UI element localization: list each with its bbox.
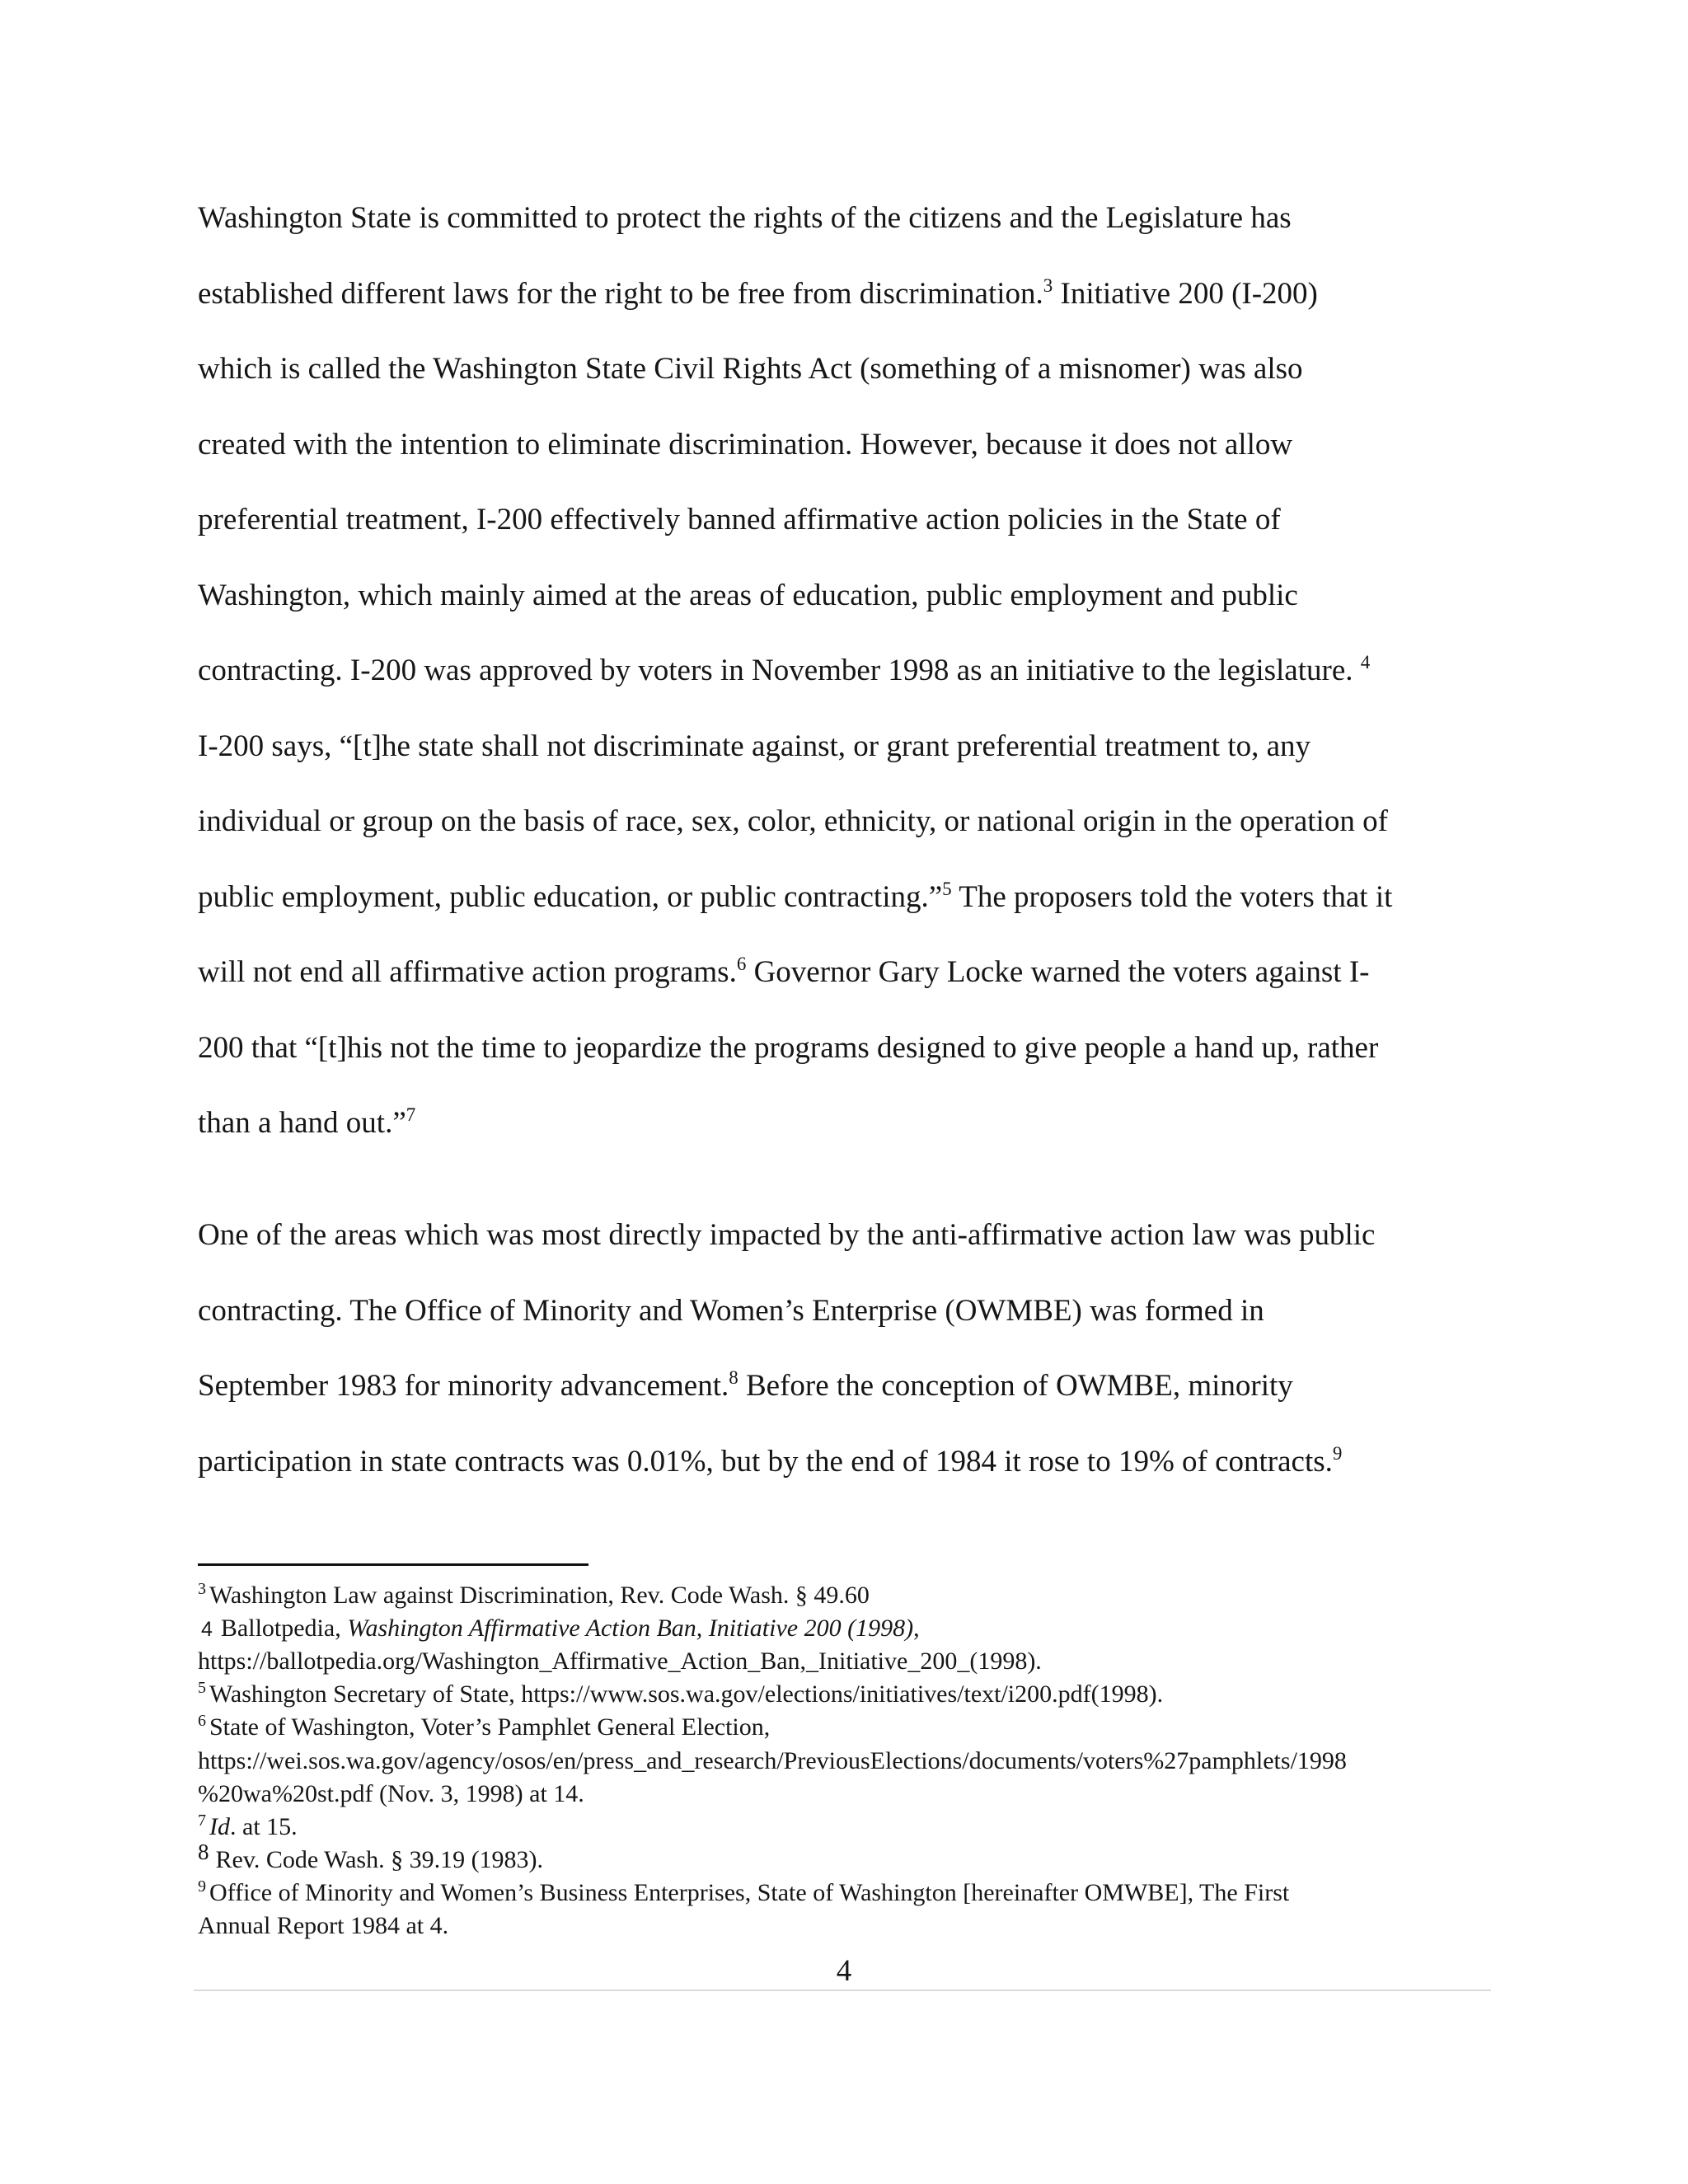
footnote-6-url-cont: %20wa%20st.pdf (Nov. 3, 1998) at 14. [198, 1780, 584, 1807]
text-line: than a hand out.”$^7$ [198, 1104, 416, 1140]
text-line: preferential treatment, I-200 effectively banned affirmative action policies in the State of [198, 503, 1281, 537]
text-line: I-200 says, “[t]he state shall not discriminate against, or grant preferential treatment to, any [198, 729, 1311, 763]
footnote-4: 4 Ballotpedia, Washington Affirmative Action Ban, Initiative 200 (1998), [201, 1615, 920, 1642]
text-line: 200 that “[t]his not the time to jeopardize the programs designed to give people a hand up, rather [198, 1030, 1379, 1065]
footnote-ref-5[interactable]: 5 [942, 878, 952, 899]
footnote-ref-4[interactable]: 4 [1360, 652, 1371, 673]
footnote-mark: 4 [201, 1618, 213, 1641]
text-line: established different laws for the right to be free from discrimination.$^3$ Initiative 200 (I-200) [198, 274, 1318, 311]
text-line: created with the intention to eliminate discrimination. However, because it does not allow [198, 427, 1293, 462]
text-line: will not end all affirmative action programs.$^6$ Governor Gary Locke warned the voters against I- [198, 954, 1370, 989]
footnote-ref-3[interactable]: 3 [1043, 274, 1053, 296]
text-line: participation in state contracts was 0.01%, but by the end of 1984 it rose to 19% of contracts.$^9$ [198, 1442, 1343, 1479]
footnote-mark: 8 [198, 1840, 209, 1864]
footnote-6-url[interactable]: https://wei.sos.wa.gov/agency/osos/en/press_and_research/PreviousElections/documents/voters%27pamphlets/1998 [198, 1747, 1347, 1774]
footnote-mark: 7 [198, 1811, 206, 1830]
text-line: September 1983 for minority advancement.$^8$ Before the conception of OWMBE, minority [198, 1367, 1293, 1403]
footnote-ref-9[interactable]: 9 [1332, 1442, 1343, 1464]
text-line: contracting. The Office of Minority and Women’s Enterprise (OWMBE) was formed in [198, 1293, 1264, 1328]
text-line: One of the areas which was most directly impacted by the anti-affirmative action law was public [198, 1218, 1376, 1252]
footnote-3: $^3$ Washington Law against Discrimination, Rev. Code Wash. § 49.60 [198, 1580, 870, 1609]
footnote-ref-7[interactable]: 7 [406, 1104, 416, 1125]
footnote-9: $^9$ Office of Minority and Women’s Business Enterprises, State of Washington [hereinafter OMWBE], The First [198, 1877, 1290, 1906]
text-line: contracting. I-200 was approved by voters in November 1998 as an initiative to the legislature. $^4$ [198, 652, 1371, 687]
footnote-6: $^6$ State of Washington, Voter’s Pamphlet General Election, [198, 1712, 771, 1741]
page-number: 4 [836, 1954, 852, 1988]
page-bottom-divider [194, 1990, 1491, 1991]
footnote-8: 8 Rev. Code Wash. § 39.19 (1983). [198, 1840, 544, 1873]
paragraph-public-contracting [198, 1197, 1517, 1499]
text-line: Washington State is committed to protect the rights of the citizens and the Legislature has [198, 201, 1292, 235]
footnote-separator [198, 1563, 588, 1566]
footnote-9-cont: Annual Report 1984 at 4. [198, 1912, 449, 1939]
footnote-mark: 6 [198, 1712, 206, 1730]
footnote-mark: 3 [198, 1580, 206, 1598]
footnote-4-url[interactable]: https://ballotpedia.org/Washington_Affirmative_Action_Ban,_Initiative_200_(1998). [198, 1647, 1042, 1675]
text-line: individual or group on the basis of race, sex, color, ethnicity, or national origin in the operation of [198, 804, 1388, 838]
footnote-5: $^5$ Washington Secretary of State, https://www.sos.wa.gov/elections/initiatives/text/i200.pdf(1998). [198, 1679, 1164, 1708]
text-line: Washington, which mainly aimed at the areas of education, public employment and public [198, 578, 1298, 612]
paragraph-i200-background [198, 180, 1517, 1161]
footnote-mark: 9 [198, 1877, 206, 1896]
text-line: public employment, public education, or public contracting.”$^5$ The proposers told the voters that it [198, 878, 1393, 914]
text-line: which is called the Washington State Civil Rights Act (something of a misnomer) was also [198, 352, 1303, 386]
footnotes-section [198, 1579, 1517, 1943]
footnote-ref-6[interactable]: 6 [736, 954, 747, 974]
footnote-7: $^7$ Id. at 15. [198, 1811, 298, 1840]
footnote-ref-8[interactable]: 8 [729, 1367, 738, 1388]
footnote-mark: 5 [198, 1679, 206, 1697]
